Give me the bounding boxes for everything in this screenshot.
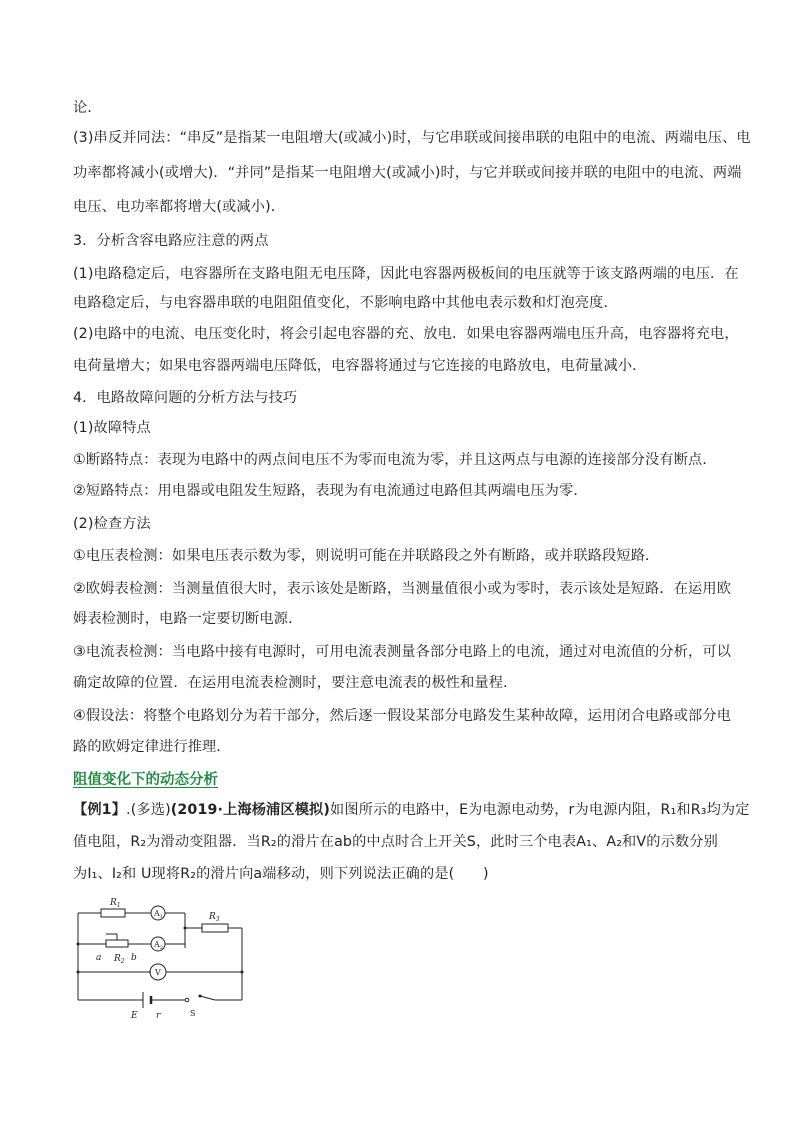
r2-rheostat	[106, 940, 128, 947]
text-line: 姆表检测时，电路一定要切断电源．	[73, 611, 303, 627]
text-line: (3)串反并同法：“串反”是指某一电阻增大(或减小)时，与它串联或间接串联的电阻中的电流、两端电压、电	[73, 130, 751, 146]
text-line: 电路稳定后，与电容器串联的电阻阻值变化，不影响电路中其他电表示数和灯泡亮度．	[73, 295, 618, 311]
example-text: 如图所示的电路中，E为电源电动势，r为电源内阻，R₁和R₃均为定	[330, 802, 750, 818]
text-line: (2)检查方法	[73, 516, 151, 532]
svg-text:A1	[153, 909, 163, 920]
a2-label: A	[154, 940, 160, 949]
v-label: V	[155, 968, 161, 977]
section-heading: 阻值变化下的动态分析	[73, 772, 218, 788]
svg-text:R3	[208, 912, 220, 923]
internal-r-label: r	[156, 1011, 161, 1020]
text-line: (2)电路中的电流、电压变化时，将会引起电容器的充、放电．如果电容器两端电压升高，电容器将充电，	[73, 326, 739, 342]
r3-sub: 3	[215, 916, 220, 923]
r3-resistor	[202, 924, 228, 932]
text-line: 确定故障的位置．在运用电流表检测时，要注意电流表的极性和量程．	[73, 675, 518, 691]
text-line: 4．电路故障问题的分析方法与技巧	[73, 390, 298, 406]
svg-text:A2	[153, 940, 163, 951]
r1-label: R	[110, 898, 117, 908]
text-line: (1)电路稳定后，电容器所在支路电阻无电压降，因此电容器两极板间的电压就等于该支路两端的电压．在	[73, 266, 739, 282]
text-line: 功率都将减小(或增大)．“并同”是指某一电阻增大(或减小)时，与它并联或间接并联的电阻中的电流、两端	[73, 165, 742, 181]
text-line: ③电流表检测：当电路中接有电源时，可用电流表测量各部分电路上的电流，通过对电流值的分析，可以	[73, 644, 732, 660]
svg-text:R2	[113, 954, 125, 965]
switch-contact	[185, 998, 189, 1002]
r3-label: R	[209, 912, 216, 922]
circuit-diagram	[70, 888, 255, 1020]
example-prefix: .(多选)	[126, 802, 171, 818]
text-line: ①电压表检测：如果电压表示数为零，则说明可能在并联路段之外有断路，或并联路段短路．	[73, 548, 660, 564]
text-line: 电荷量增大；如果电容器两端电压降低，电容器将通过与它连接的电路放电，电荷量减小．	[73, 358, 647, 374]
a2-sub: 2	[159, 945, 163, 951]
svg-text:R1	[109, 898, 121, 909]
example-line: 值电阻，R₂为滑动变阻器．当R₂的滑片在ab的中点时合上开关S，此时三个电表A₁、A₂和V的示数分别	[73, 834, 718, 850]
text-line: ②短路特点：用电器或电阻发生短路，表现为有电流通过电路但其两端电压为零．	[73, 483, 588, 499]
example-line	[73, 800, 750, 820]
switch-label: S	[190, 1009, 196, 1018]
r2-label: R	[114, 954, 121, 964]
text-line: (1)故障特点	[73, 420, 151, 436]
emf-label: E	[131, 1011, 138, 1020]
text-line: ①断路特点：表现为电路中的两点间电压不为零而电流为零，并且这两点与电源的连接部分没有断点．	[73, 452, 717, 468]
battery-symbol	[143, 992, 151, 1008]
r2-sub: 2	[120, 958, 125, 965]
terminal-b-label: b	[131, 953, 137, 963]
r1-sub: 1	[116, 902, 121, 909]
terminal-a-label: a	[96, 953, 102, 963]
text-line: 论．	[73, 100, 102, 116]
a1-sub: 1	[159, 914, 163, 920]
a1-label: A	[154, 909, 160, 918]
example-label: 【例1】	[73, 802, 127, 818]
example-source: (2019·上海杨浦区模拟)	[170, 802, 331, 818]
text-line: 电压、电功率都将增大(或减小)．	[73, 199, 286, 215]
text-line: ②欧姆表检测：当测量值很大时，表示该处是断路，当测量值很小或为零时，表示该处是短路．在运用欧	[73, 581, 732, 597]
text-line: 3．分析含容电路应注意的两点	[73, 233, 269, 249]
text-line: ④假设法：将整个电路划分为若干部分，然后逐一假设某部分电路发生某种故障，运用闭合电路或部分电	[73, 708, 732, 724]
r1-resistor	[101, 909, 125, 917]
example-line: 为I₁、I₂和 U现将R₂的滑片向a端移动，则下列说法正确的是( )	[73, 866, 489, 882]
text-line: 路的欧姆定律进行推理．	[73, 739, 231, 755]
